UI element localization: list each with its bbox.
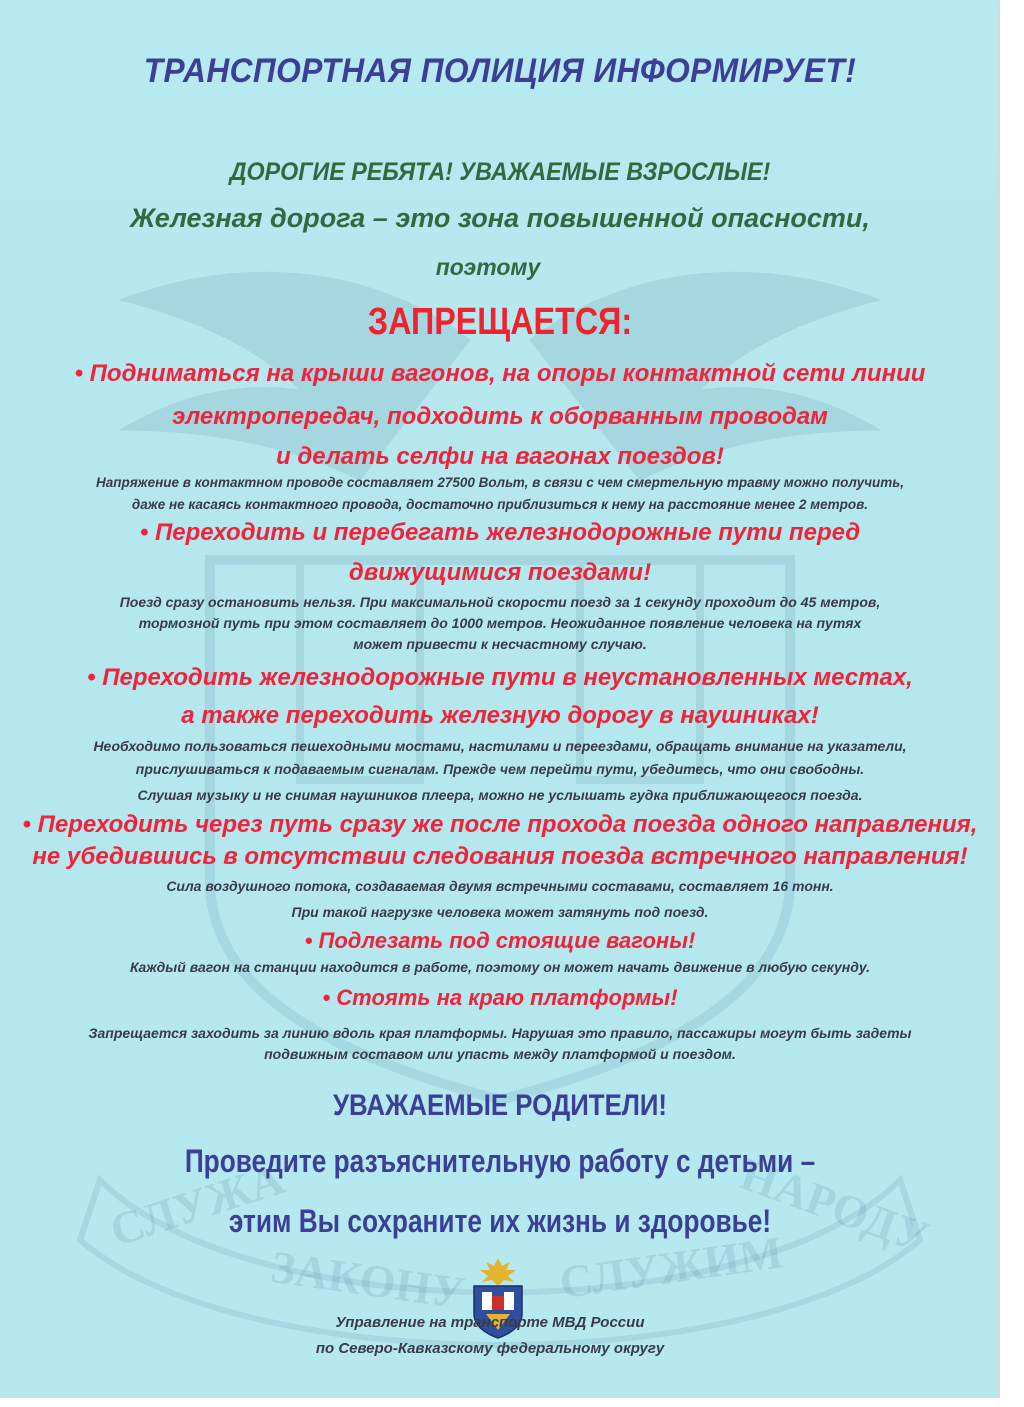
rule-1-line-1: • Подниматься на крыши вагонов, на опоры контактной сети линии <box>74 360 926 387</box>
danger-statement: Железная дорога – это зона повышенной опасности, <box>130 203 870 233</box>
rule-2-note-2: тормозной путь при этом составляет до 1000 метров. Неожиданное появление человека на путях <box>138 615 862 631</box>
rule-2-note-3: может привести к несчастному случаю. <box>353 636 647 652</box>
footer-line-1: Управление на транспорте МВД России <box>335 1314 645 1331</box>
rule-1-line-2: электропередач, подходить к оборванным проводам <box>172 403 828 430</box>
rule-1-note-1: Напряжение в контактном проводе составляет 27500 Вольт, в связи с чем смертельную травму можно получить, <box>95 475 904 490</box>
rule-5-line-1: • Подлезать под стоящие вагоны! <box>304 928 696 953</box>
rule-6-note-2: подвижным составом или упасть между платформой и поездом. <box>264 1046 736 1062</box>
page-title: ТРАНСПОРТНАЯ ПОЛИЦИЯ ИНФОРМИРУЕТ! <box>143 52 857 90</box>
therefore-word: поэтому <box>435 254 541 280</box>
rule-2-note-1: Поезд сразу остановить нельзя. При максимальной скорости поезд за 1 секунду проходит до 45 метров, <box>119 594 881 610</box>
rule-3-note-3: Слушая музыку и не снимая наушников плеера, можно не услышать гудка приближающегося поезда. <box>137 787 863 803</box>
rule-6-line-1: • Стоять на краю платформы! <box>322 985 678 1010</box>
rule-5-note-1: Каждый вагон на станции находится в работе, поэтому он может начать движение в любую секунду. <box>129 959 871 975</box>
rule-4-line-2: не убедившись в отсутствии следования поезда встречного направления! <box>32 843 968 870</box>
rule-4-line-1: • Переходить через путь сразу же после прохода поезда одного направления, <box>22 811 978 838</box>
rule-3-line-1: • Переходить железнодорожные пути в неустановленных местах, <box>87 664 913 691</box>
watermark-ribbon-word-1: СЛУЖА <box>103 1152 290 1257</box>
rule-3-line-2: а также переходить железную дорогу в наушниках! <box>181 702 819 729</box>
parents-text-line-2: этим Вы сохраните их жизнь и здоровье! <box>228 1203 772 1239</box>
rule-2-line-2: движущимися поездами! <box>348 559 652 586</box>
rule-4-note-2: При такой нагрузке человека может затянуть под поезд. <box>291 904 709 920</box>
forbidden-heading: ЗАПРЕЩАЕТСЯ: <box>367 301 633 343</box>
rule-1-note-2: даже не касаясь контактного провода, достаточно приблизиться к нему на расстояние менее 2 метров. <box>131 497 869 512</box>
parents-text-line-1: Проведите разъяснительную работу с детьми – <box>184 1143 816 1179</box>
rule-2-line-1: • Переходить и перебегать железнодорожные пути перед <box>139 519 861 546</box>
rule-1-line-3: и делать селфи на вагонах поездов! <box>276 443 724 470</box>
rule-3-note-1: Необходимо пользоваться пешеходными мостами, настилами и переездами, обращать внимание на указатели, <box>93 738 907 754</box>
rule-6-note-1: Запрещается заходить за линию вдоль края платформы. Нарушая это правило, пассажиры могут быть задеты <box>88 1025 912 1041</box>
rule-3-note-2: прислушиваться к подаваемым сигналам. Прежде чем перейти пути, убедитесь, что они свободны. <box>135 761 865 777</box>
page-edge-divider <box>998 2 1000 1397</box>
rule-4-note-1: Сила воздушного потока, создаваемая двумя встречными составами, составляет 16 тонн. <box>166 878 834 894</box>
parents-heading: УВАЖАЕМЫЕ РОДИТЕЛИ! <box>332 1089 668 1122</box>
watermark-ribbon-word-3: СЛУЖИМ <box>556 1226 786 1309</box>
watermark-ribbon-word-4: НАРОДУ <box>734 1148 937 1264</box>
watermark-ribbon-word-2: ЗАКОНУ <box>267 1240 469 1319</box>
greeting: ДОРОГИЕ РЕБЯТА! УВАЖАЕМЫЕ ВЗРОСЛЫЕ! <box>229 158 771 186</box>
footer-line-2: по Северо-Кавказскому федеральному округу <box>315 1340 665 1357</box>
